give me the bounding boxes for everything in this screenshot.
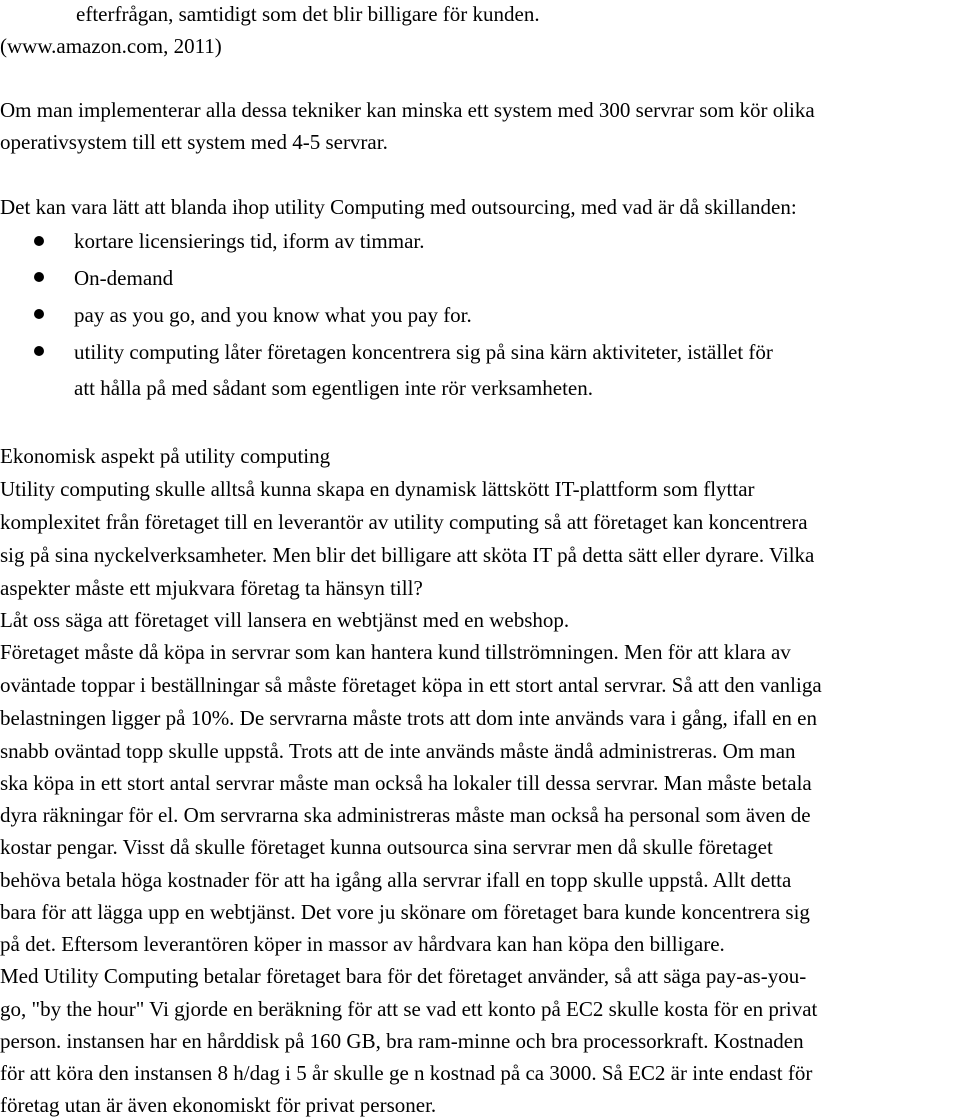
bullet-item-pay-as-you-go: pay as you go, and you know what you pay for.: [74, 303, 472, 327]
body-line: Företaget måste då köpa in servrar som kan hantera kund tillströmningen. Men för att klara av: [0, 640, 791, 664]
body-line: komplexitet från företaget till en leverantör av utility computing så att företaget kan koncentrera: [0, 510, 808, 534]
paragraph-os-line-2: operativsystem till ett system med 4-5 servrar.: [0, 130, 388, 154]
body-line: snabb oväntad topp skulle uppstå. Trots att de inte används måste ändå administreras. Om man: [0, 739, 796, 763]
body-line: Utility computing skulle alltså kunna skapa en dynamisk lättskött IT-plattform som flyttar: [0, 477, 755, 501]
bullet-dot: [34, 272, 44, 282]
bullet-dot: [34, 236, 44, 246]
section-heading: Ekonomisk aspekt på utility computing: [0, 444, 331, 468]
body-line: Med Utility Computing betalar företaget bara för det företaget använder, så att säga pay-as-you-: [0, 964, 807, 988]
body-line: på det. Eftersom leverantören köper in massor av hårdvara kan han köpa den billigare.: [0, 932, 725, 956]
bullet-dot: [34, 346, 44, 356]
body-line: person. instansen har en hårddisk på 160 GB, bra ram-minne och bra processorkraft. Kostnaden: [0, 1029, 804, 1053]
body-line: oväntade toppar i beställningar så måste företaget köpa in ett stort antal servrar. Så att den vanliga: [0, 673, 822, 697]
body-line: för att köra den instansen 8 h/dag i 5 år skulle ge n kostnad på ca 3000. Så EC2 är inte endast för: [0, 1061, 813, 1085]
body-line: belastningen ligger på 10%. De servrarna måste trots att dom inte används vara i gång, ifall en en: [0, 706, 817, 730]
body-line: sig på sina nyckelverksamheter. Men blir det billigare att sköta IT på detta sätt eller dyrare. Vilka: [0, 543, 815, 567]
body-line: dyra räkningar för el. Om servrarna ska administreras måste man också ha personal som även de: [0, 803, 811, 827]
body-line: Låt oss säga att företaget vill lansera en webtjänst med en webshop.: [0, 608, 570, 632]
bullet-item-licensing: kortare licensierings tid, iform av timmar.: [74, 229, 425, 253]
body-line: go, "by the hour" Vi gjorde en beräkning för att se vad ett konto på EC2 skulle kosta för en privat: [0, 997, 818, 1021]
bullet-item-focus-line-1: utility computing låter företagen koncentrera sig på sina kärn aktiviteter, istället för: [74, 340, 773, 364]
body-line: kostar pengar. Visst då skulle företaget kunna outsourca sina servrar men då skulle företaget: [0, 835, 773, 859]
bullet-dot: [34, 309, 44, 319]
comparison-heading: Det kan vara lätt att blanda ihop utility Computing med outsourcing, med vad är då skillanden:: [0, 195, 797, 219]
body-line: ska köpa in ett stort antal servrar måste man också ha lokaler till dessa servrar. Man måste betala: [0, 771, 812, 795]
body-line: företag utan är även ekonomiskt för privat personer.: [0, 1093, 437, 1117]
paragraph-os-line-1: Om man implementerar alla dessa tekniker kan minska ett system med 300 servrar som kör olika: [0, 98, 815, 122]
intro-line-2: (www.amazon.com, 2011): [0, 34, 222, 58]
body-line: aspekter måste ett mjukvara företag ta hänsyn till?: [0, 576, 423, 600]
body-line: behöva betala höga kostnader för att ha igång alla servrar ifall en topp skulle uppstå. Allt detta: [0, 868, 792, 892]
bullet-item-focus-line-2: att hålla på med sådant som egentligen inte rör verksamheten.: [74, 376, 593, 400]
intro-line-1: efterfrågan, samtidigt som det blir billigare för kunden.: [76, 2, 540, 26]
body-line: bara för att lägga upp en webtjänst. Det vore ju skönare om företaget bara kunde koncentrera sig: [0, 900, 810, 924]
bullet-item-on-demand: On-demand: [74, 266, 174, 290]
